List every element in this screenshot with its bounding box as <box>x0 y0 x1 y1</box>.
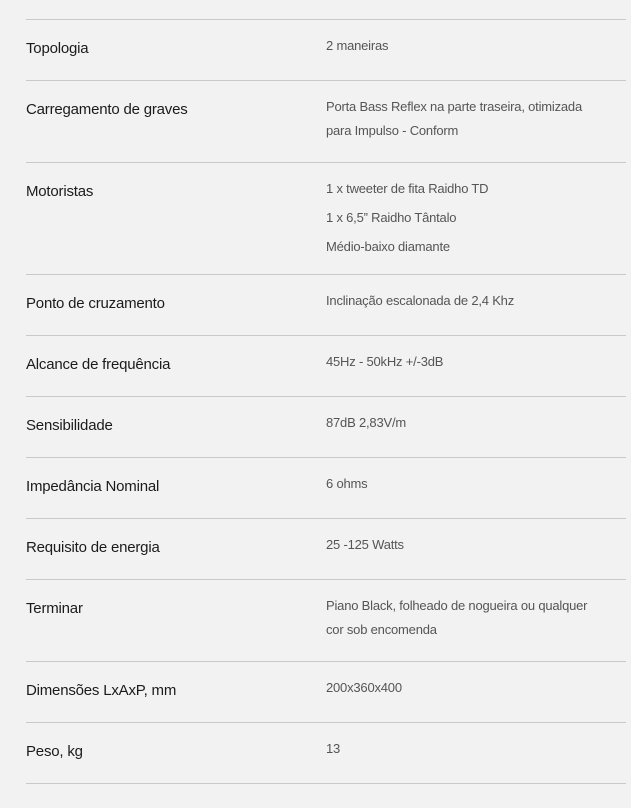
spec-label: Sensibilidade <box>26 417 113 434</box>
spec-row-sensitivity <box>26 397 626 458</box>
spec-value <box>326 81 626 162</box>
spec-value <box>326 163 626 274</box>
spec-value-line: cor sob encomenda <box>326 622 437 637</box>
spec-row-weight <box>26 723 626 784</box>
spec-row-power-requirement <box>26 519 626 580</box>
spec-label: Dimensões LxAxP, mm <box>26 682 177 699</box>
spec-value-line: Piano Black, folheado de nogueira ou qualquer <box>326 598 588 613</box>
spec-value-line: 45Hz - 50kHz +/-3dB <box>326 354 444 369</box>
spec-value-line: 13 <box>326 741 341 756</box>
spec-row-crossover <box>26 275 626 336</box>
spec-row-drivers <box>26 163 626 275</box>
spec-label: Impedância Nominal <box>26 478 160 495</box>
spec-value-line: 25 -125 Watts <box>326 537 404 552</box>
spec-value-line: Médio-baixo diamante <box>326 239 450 254</box>
spec-value <box>326 397 626 457</box>
spec-value-line: 87dB 2,83V/m <box>326 415 406 430</box>
spec-value-line: Inclinação escalonada de 2,4 Khz <box>326 293 515 308</box>
spec-row-dimensions <box>26 662 626 723</box>
spec-row-bass-loading <box>26 81 626 163</box>
spec-label: Motoristas <box>26 183 94 200</box>
spec-value <box>326 458 626 518</box>
spec-value <box>326 519 626 579</box>
spec-value-line: Porta Bass Reflex na parte traseira, otimizada <box>326 99 582 114</box>
spec-label: Alcance de frequência <box>26 356 171 373</box>
spec-value-line: 1 x tweeter de fita Raidho TD <box>326 181 489 196</box>
spec-value-line: 6 ohms <box>326 476 368 491</box>
spec-label: Terminar <box>26 600 83 617</box>
spec-label: Ponto de cruzamento <box>26 295 165 312</box>
spec-value <box>326 336 626 396</box>
spec-value <box>326 20 626 80</box>
spec-value-line: 1 x 6,5” Raidho Tântalo <box>326 210 457 225</box>
spec-value <box>326 580 626 661</box>
spec-label: Carregamento de graves <box>26 101 188 118</box>
spec-value <box>326 723 626 783</box>
spec-value-line: para Impulso - Conform <box>326 123 459 138</box>
spec-value <box>326 275 626 335</box>
spec-label: Peso, kg <box>26 743 83 760</box>
spec-row-frequency-range <box>26 336 626 397</box>
spec-value-line: 2 maneiras <box>326 38 389 53</box>
spec-value-line: 200x360x400 <box>326 680 402 695</box>
spec-label: Topologia <box>26 40 89 57</box>
spec-row-impedance <box>26 458 626 519</box>
spec-row-finish <box>26 580 626 662</box>
spec-label: Requisito de energia <box>26 539 160 556</box>
spec-row-topology <box>26 20 626 81</box>
spec-table <box>26 19 626 784</box>
spec-value <box>326 662 626 722</box>
